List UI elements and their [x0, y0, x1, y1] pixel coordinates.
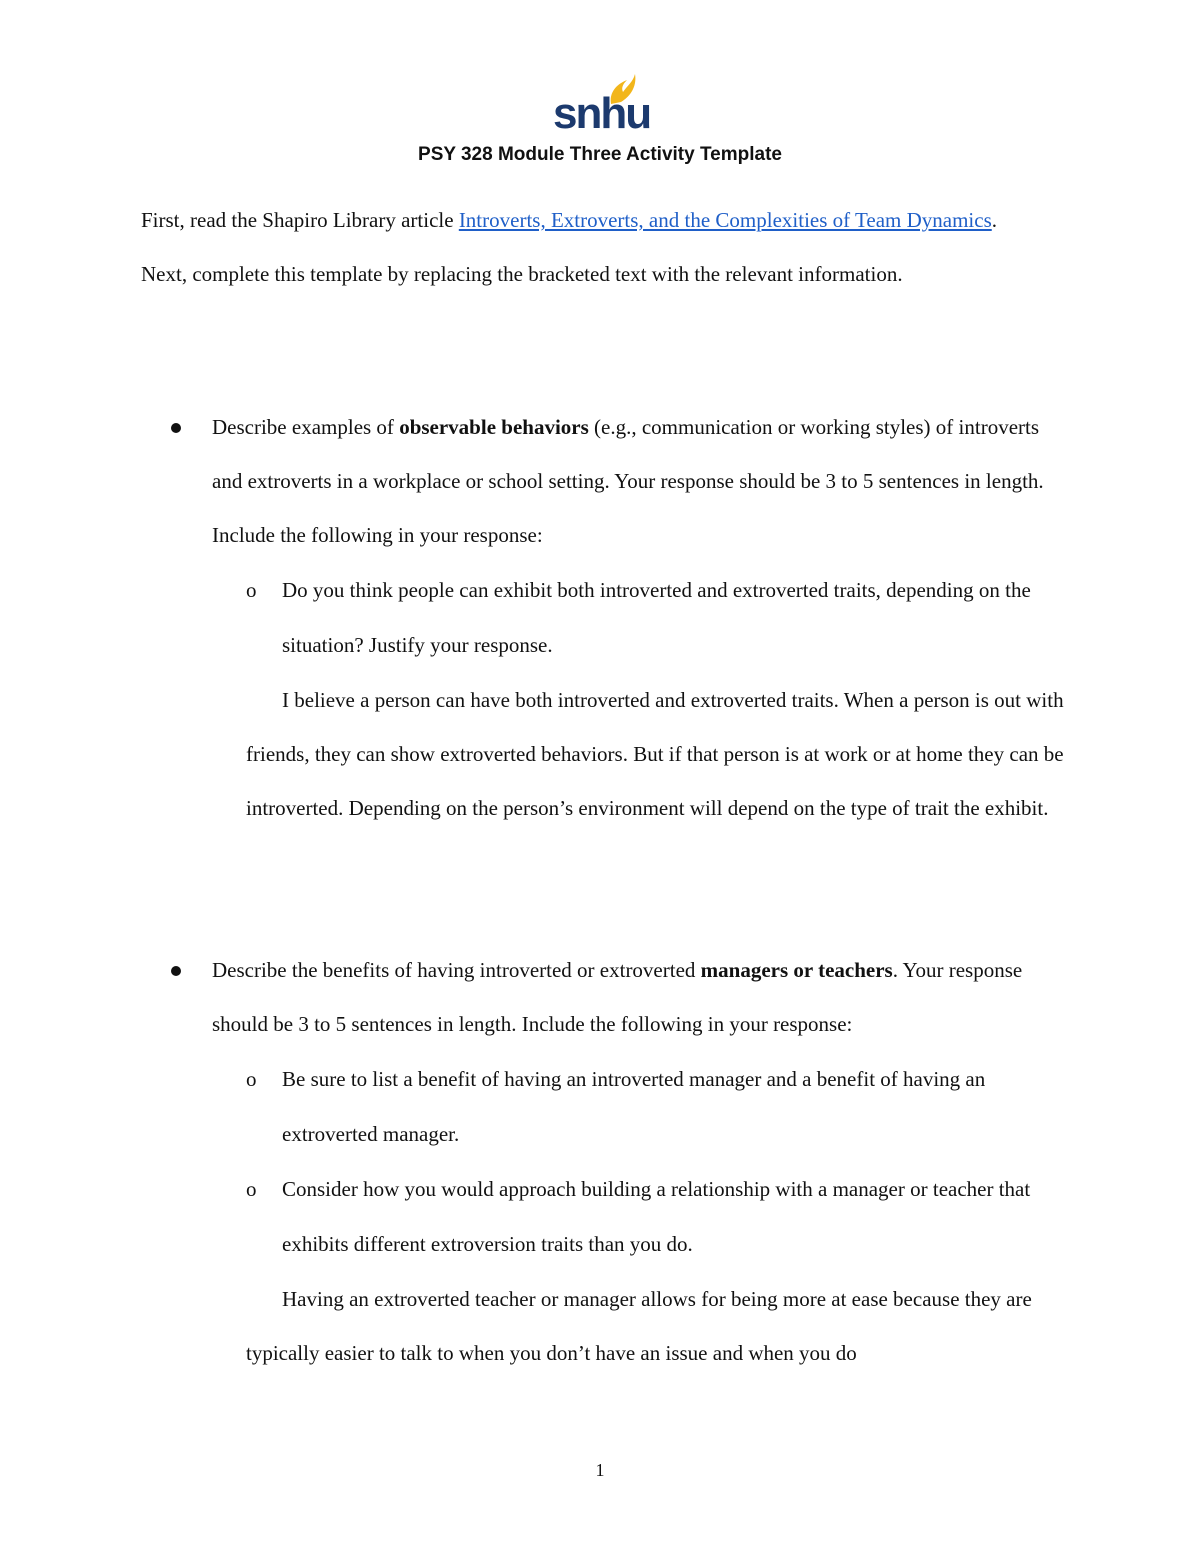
bullet-icon: [171, 423, 181, 433]
sub-bullet-marker: o: [246, 1067, 257, 1091]
response-answer-1[interactable]: I believe a person can have both introverted and extroverted traits. When a person is out with friends, they can show extroverted behaviors. But if that person is at work or at home they can be introverted. Depending on the person’s environment will depend on the type of trait the exhibit.: [246, 688, 1064, 820]
snhu-logo: [553, 72, 651, 138]
bullet-managers-teachers: [212, 943, 1072, 1051]
bullet-bold-term: managers or teachers: [700, 958, 893, 982]
intro-paragraph: [141, 193, 1041, 301]
bullet-text-rest: . Your response should be 3 to 5 sentences in length. Include the following in your response:: [212, 958, 1023, 1036]
bullet-bold-term: observable behaviors: [399, 415, 589, 439]
intro-text-after: . Next, complete this template by replacing the bracketed text with the relevant information.: [141, 208, 997, 286]
sub-bullet-traits: Do you think people can exhibit both introverted and extroverted traits, depending on the situation? Justify your response.: [282, 578, 1031, 657]
logo-wordmark: snhu: [553, 89, 651, 138]
bullet-observable-behaviors: [212, 400, 1072, 562]
page-number: 1: [595, 1460, 605, 1480]
bullet-text: Describe the benefits of having introverted or extroverted: [212, 958, 701, 982]
response-answer-2[interactable]: Having an extroverted teacher or manager allows for being more at ease because they are typically easier to talk to when you don’t have an issue and when you do: [246, 1287, 1032, 1365]
bullet-text-rest: (e.g., communication or working styles) of introverts and extroverts in a workplace or school setting. Your response should be 3 to 5 sentences in length. Include the following in your response:: [212, 415, 1044, 547]
bullet-icon: [171, 966, 181, 976]
intro-text: First, read the Shapiro Library article: [141, 208, 459, 232]
sub-bullet-relationship: Consider how you would approach building a relationship with a manager or teacher that exhibits different extroversion traits than you do.: [282, 1177, 1031, 1256]
sub-bullet-benefits: Be sure to list a benefit of having an introverted manager and a benefit of having an extroverted manager.: [282, 1067, 986, 1146]
bullet-text: Describe examples of: [212, 415, 400, 439]
sub-bullet-marker: o: [246, 1177, 257, 1201]
sub-bullet-marker: o: [246, 578, 257, 602]
page-title: PSY 328 Module Three Activity Template: [418, 144, 782, 165]
article-link[interactable]: Introverts, Extroverts, and the Complexities of Team Dynamics: [458, 208, 992, 232]
